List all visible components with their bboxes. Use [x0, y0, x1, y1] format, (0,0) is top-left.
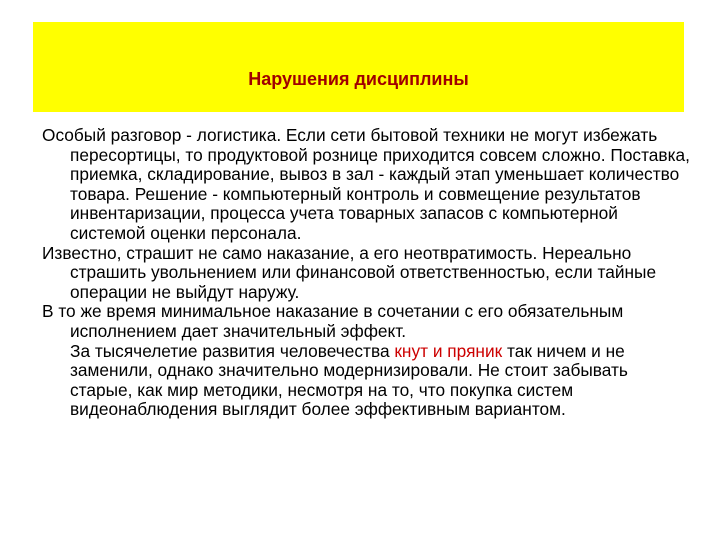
paragraph-carrot-stick-rest: так ничем и не заменили, однако значительно модернизировали. Не стоит забывать старые, как мир методики, несмотря на то, что покупка систем видеонаблюдения выглядит более эффективным вариантом.	[70, 340, 628, 420]
paragraph-carrot-stick-lead: За тысячелетие развития человечества	[70, 340, 395, 361]
slide-body	[42, 126, 690, 420]
paragraph-minimal-punishment-text: В то же время минимальное наказание в сочетании с его обязательным исполнением дает значительный эффект.	[42, 301, 624, 341]
title-banner	[33, 22, 684, 112]
paragraph-minimal-punishment	[42, 302, 690, 420]
paragraph-punishment: Известно, страшит не само наказание, а его неотвратимость. Нереально страшить увольнением или финансовой ответственностью, если тайные операции не выйдут наружу.	[42, 242, 657, 302]
slide-title: Нарушения дисциплины	[248, 69, 469, 89]
paragraph-logistics: Особый разговор - логистика. Если сети бытовой техники не могут избежать пересортицы, то продуктовой рознице приходится совсем сложно. Поставка, приемка, складирование, вывоз в зал - каждый этап уменьшает количество товара. Решение - компьютерный контроль и совмещение результатов инвентаризации, процесса учета товарных запасов с компьютерной системой оценки персонала.	[42, 125, 690, 243]
highlight-carrot-and-stick: кнут и пряник	[394, 340, 503, 361]
